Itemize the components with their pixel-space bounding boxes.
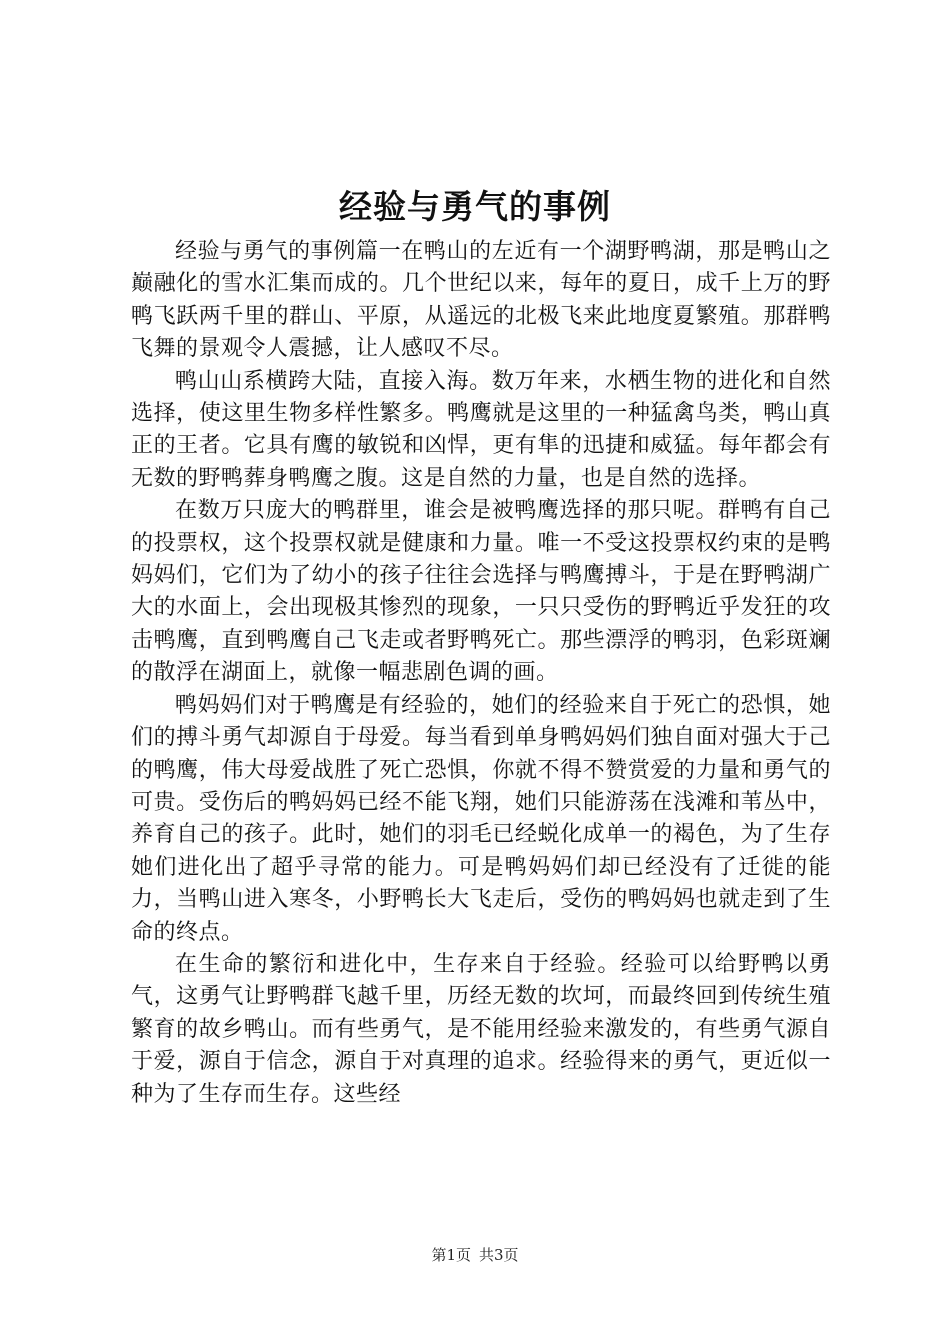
page-total: 共3页 [479,1246,519,1264]
page-number: 第1页 [431,1246,471,1264]
paragraph: 在生命的繁衍和进化中，生存来自于经验。经验可以给野鸭以勇气，这勇气让野鸭群飞越千里，历经无数的坎坷，而最终回到传统生殖繁育的故乡鸭山。而有些勇气，是不能用经验来激发的，有些勇气源自于爱，源自于信念，源自于对真理的追求。经验得来的勇气，更近似一种为了生存而生存。这些经 [131,951,831,1107]
paragraph: 经验与勇气的事例篇一在鸭山的左近有一个湖野鸭湖，那是鸭山之巅融化的雪水汇集而成的。几个世纪以来，每年的夏日，成千上万的野鸭飞跃两千里的群山、平原，从遥远的北极飞来此地度夏繁殖。那群鸭飞舞的景观令人震撼，让人感叹不尽。 [131,239,831,362]
paragraph: 鸭山山系横跨大陆，直接入海。数万年来，水栖生物的进化和自然选择，使这里生物多样性繁多。鸭鹰就是这里的一种猛禽鸟类，鸭山真正的王者。它具有鹰的敏锐和凶悍，更有隼的迅捷和威猛。每年都会有无数的野鸭葬身鸭鹰之腹。这是自然的力量，也是自然的选择。 [131,368,831,491]
page-footer [0,1244,950,1266]
paragraph: 在数万只庞大的鸭群里，谁会是被鸭鹰选择的那只呢。群鸭有自己的投票权，这个投票权就是健康和力量。唯一不受这投票权约束的是鸭妈妈们，它们为了幼小的孩子往往会选择与鸭鹰搏斗，于是在野鸭湖广大的水面上，会出现极其惨烈的现象，一只只受伤的野鸭近乎发狂的攻击鸭鹰，直到鸭鹰自己飞走或者野鸭死亡。那些漂浮的鸭羽，色彩斑斓的散浮在湖面上，就像一幅悲剧色调的画。 [131,498,831,686]
paragraph: 鸭妈妈们对于鸭鹰是有经验的，她们的经验来自于死亡的恐惧，她们的搏斗勇气却源自于母爱。每当看到单身鸭妈妈们独自面对强大于己的鸭鹰，伟大母爱战胜了死亡恐惧，你就不得不赞赏爱的力量和勇气的可贵。受伤后的鸭妈妈已经不能飞翔，她们只能游荡在浅滩和苇丛中，养育自己的孩子。此时，她们的羽毛已经蜕化成单一的褐色，为了生存她们进化出了超乎寻常的能力。可是鸭妈妈们却已经没有了迁徙的能力，当鸭山进入寒冬，小野鸭长大飞走后，受伤的鸭妈妈也就走到了生命的终点。 [131,692,831,945]
document-title: 经验与勇气的事例 [339,187,611,226]
document-body [131,236,831,1111]
